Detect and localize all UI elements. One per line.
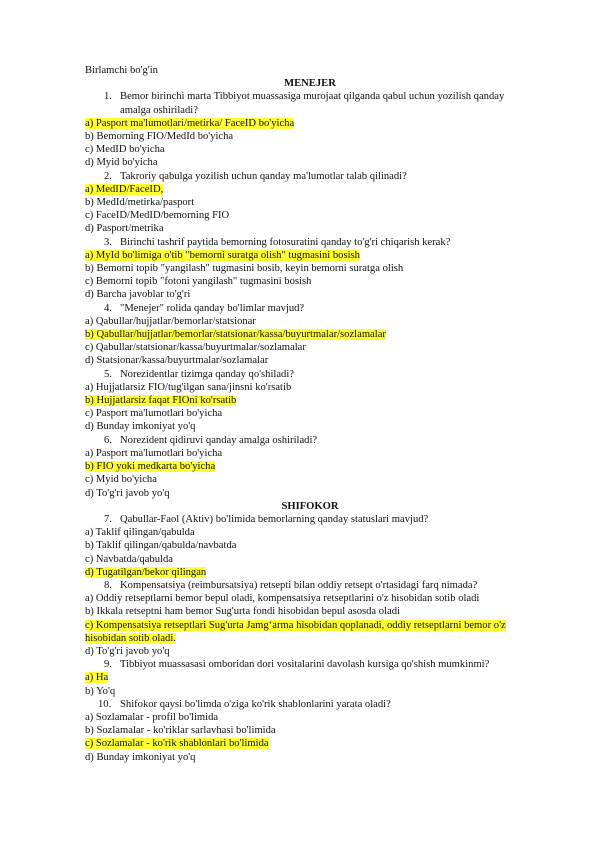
answer-option bbox=[85, 592, 535, 605]
answer-option bbox=[85, 447, 535, 460]
answer-option-text: c) Myid bo'yicha bbox=[85, 474, 157, 486]
answer-option-text: c) Pasport ma'lumotlari bo'yicha bbox=[85, 408, 223, 420]
question bbox=[85, 513, 535, 526]
answer-option bbox=[85, 685, 535, 698]
question-number: 7. bbox=[104, 513, 112, 525]
answer-option-text: b) MedId/metirka/pasport bbox=[85, 197, 195, 209]
question-text: Norezidentlar tizimga qanday qo'shiladi? bbox=[120, 368, 294, 380]
question-number: 5. bbox=[104, 368, 112, 380]
answer-option bbox=[85, 156, 535, 169]
answer-option bbox=[85, 288, 535, 301]
question-text: Kompensatsiya (reimbursatsiya) retsepti bilan oddiy retsept o'rtasidagi farq nimada? bbox=[120, 579, 478, 591]
answer-option-text: a) Hujjatlarsiz FIO/tug'ilgan sana/jinsni ko'rsatib bbox=[85, 381, 292, 393]
question-number: 8. bbox=[104, 579, 112, 591]
question-text: Qabullar-Faol (Aktiv) bo'limida bemorlarning qanday statuslari mavjud? bbox=[120, 513, 429, 525]
answer-option bbox=[85, 130, 535, 143]
answer-option bbox=[85, 420, 535, 433]
section-title-menejer: MENEJER bbox=[284, 78, 336, 90]
answer-option-text: c) Navbatda/qabulda bbox=[85, 553, 173, 565]
answer-option-text: c) MedID bo'yicha bbox=[85, 144, 165, 156]
question-number: 4. bbox=[104, 302, 112, 314]
answer-option bbox=[85, 341, 535, 354]
question-number: 6. bbox=[104, 434, 112, 446]
question-text: "Menejer" rolida qanday bo'limlar mavjud? bbox=[120, 302, 305, 314]
answer-option-correct bbox=[85, 737, 535, 750]
answer-option-text: b) Taklif qilingan/qabulda/navbatda bbox=[85, 540, 237, 552]
question bbox=[85, 658, 535, 671]
answer-option bbox=[85, 526, 535, 539]
answer-option-text: a) Sozlamalar - profil bo'limida bbox=[85, 711, 219, 723]
question-number: 10. bbox=[98, 698, 112, 710]
answer-option-correct bbox=[85, 328, 535, 341]
answer-option bbox=[85, 381, 535, 394]
answer-option-text: d) Bunday imkoniyat yo'q bbox=[85, 421, 196, 433]
answer-option-correct bbox=[85, 394, 535, 407]
answer-option-text: a) Pasport ma'lumotlari/metirka/ FaceID bo'yicha bbox=[85, 117, 295, 129]
answer-option-text: c) FaceID/MedID/bemorning FIO bbox=[85, 210, 230, 222]
question bbox=[85, 90, 535, 116]
answer-option-correct bbox=[85, 566, 535, 579]
document-heading: Birlamchi bo'g'in bbox=[85, 65, 158, 76]
answer-option-text: b) FIO yoki medkarta bo'yicha bbox=[85, 461, 216, 473]
answer-option bbox=[85, 354, 535, 367]
answer-option-text: b) Hujjatlarsiz faqat FIOni ko'rsatib bbox=[85, 395, 237, 407]
answer-option-text: b) Qabullar/hujjatlar/bemorlar/statsionar/kassa/buyurtmalar/sozlamalar bbox=[85, 329, 386, 341]
answer-option bbox=[85, 539, 535, 552]
answer-option bbox=[85, 487, 535, 500]
question bbox=[85, 368, 535, 381]
answer-option bbox=[85, 209, 535, 222]
answer-option-text: b) Ikkala retseptni ham bemor Sug'urta fondi hisobidan bepul asosda oladi bbox=[85, 606, 400, 618]
answer-option-text: a) Taklif qilingan/qabulda bbox=[85, 527, 195, 539]
answer-option-text: a) Oddiy retseptlarni bemor bepul oladi, kompensatsiya retseptlarini o'z hisobidan sotib oladi bbox=[85, 593, 480, 605]
question-text: Tibbiyot muassasasi omboridan dori vositalarini davolash kursiga qo'shish mumkinmi? bbox=[120, 659, 490, 671]
question-text: Shifokor qaysi bo'limda o'ziga ko'rik shablonlarini yarata oladi? bbox=[120, 698, 391, 710]
answer-option-text: d) Tugatilgan/bekor qilingan bbox=[85, 566, 207, 578]
answer-option-correct bbox=[85, 671, 535, 684]
answer-option bbox=[85, 143, 535, 156]
answer-option bbox=[85, 751, 535, 764]
answer-option bbox=[85, 315, 535, 328]
answer-option bbox=[85, 473, 535, 486]
answer-option-text: c) Qabullar/statsionar/kassa/buyurtmalar/sozlamalar bbox=[85, 342, 306, 354]
answer-option-text: a) Ha bbox=[85, 672, 109, 684]
answer-option-text: b) Bemorni topib "yangilash" tugmasini bosib, keyin bemorni suratga olish bbox=[85, 263, 404, 275]
answer-option-correct bbox=[85, 117, 535, 130]
question-number: 2. bbox=[104, 170, 112, 182]
question bbox=[85, 698, 535, 711]
answer-option-text: a) Pasport ma'lumotlari bo'yicha bbox=[85, 447, 223, 459]
answer-option-text: a) Qabullar/hujjatlar/bemorlar/statsionar bbox=[85, 315, 256, 327]
sections-container bbox=[85, 77, 535, 764]
answer-option bbox=[85, 407, 535, 420]
question-text: Takroriy qabulga yozilish uchun qanday ma'lumotlar talab qilinadi? bbox=[120, 170, 407, 182]
answer-option bbox=[85, 222, 535, 235]
document-content bbox=[85, 64, 535, 764]
answer-option-text: d) To'g'ri javob yo'q bbox=[85, 645, 170, 657]
answer-option-text: c) Bemorni topib "fotoni yangilash" tugmasini bosish bbox=[85, 276, 312, 288]
answer-option-text: b) Yo'q bbox=[85, 685, 116, 697]
question bbox=[85, 302, 535, 315]
question-text: Bemor birinchi marta Tibbiyot muassasiga murojaat qilganda qabul uchun yozilish qanday amalga oshiriladi? bbox=[120, 91, 505, 116]
question bbox=[85, 579, 535, 592]
answer-option-correct bbox=[85, 619, 535, 645]
answer-option bbox=[85, 196, 535, 209]
question bbox=[85, 434, 535, 447]
question-number: 1. bbox=[104, 91, 112, 103]
answer-option-text: d) Pasport/metrika bbox=[85, 223, 164, 235]
answer-option-correct bbox=[85, 460, 535, 473]
answer-option bbox=[85, 605, 535, 618]
answer-option-text: b) Bemorning FIO/MedId bo'yicha bbox=[85, 131, 234, 143]
question-text: Birinchi tashrif paytida bemorning fotosuratini qanday to'g'ri chiqarish kerak? bbox=[120, 236, 451, 248]
answer-option-text: a) MedID/FaceID, bbox=[85, 183, 164, 195]
answer-option-text: c) Sozlamalar - ko'rik shablonlari bo'limida bbox=[85, 738, 269, 750]
question bbox=[85, 236, 535, 249]
answer-option-text: d) Statsionar/kassa/buyurtmalar/sozlamalar bbox=[85, 355, 269, 367]
answer-option bbox=[85, 711, 535, 724]
answer-option bbox=[85, 262, 535, 275]
question-text: Norezident qidiruvi qanday amalga oshiriladi? bbox=[120, 434, 318, 446]
answer-option-correct bbox=[85, 183, 535, 196]
answer-option bbox=[85, 724, 535, 737]
answer-option-text: b) Sozlamalar - ko'riklar sarlavhasi bo'limida bbox=[85, 725, 276, 737]
answer-option-text: d) Barcha javoblar to'g'ri bbox=[85, 289, 191, 301]
question-number: 9. bbox=[104, 659, 112, 671]
answer-option-correct bbox=[85, 249, 535, 262]
answer-option-text: a) MyId bo'limiga o'tib "bemorni suratga olish" tugmasini bosish bbox=[85, 249, 360, 261]
question-number: 3. bbox=[104, 236, 112, 248]
question bbox=[85, 170, 535, 183]
answer-option bbox=[85, 275, 535, 288]
answer-option-text: d) Myid bo'yicha bbox=[85, 157, 158, 169]
answer-option-text: d) To'g'ri javob yo'q bbox=[85, 487, 170, 499]
section-title-shifokor: SHIFOKOR bbox=[281, 500, 339, 512]
answer-option-text: c) Kompensatsiya retseptlari Sug'urta Jamg‘arma hisobidan qoplanadi, oddiy retseptlarni bemor o'z hisobidan sotib oladi. bbox=[85, 619, 506, 644]
answer-option-text: d) Bunday imkoniyat yo'q bbox=[85, 751, 196, 763]
answer-option bbox=[85, 553, 535, 566]
answer-option bbox=[85, 645, 535, 658]
